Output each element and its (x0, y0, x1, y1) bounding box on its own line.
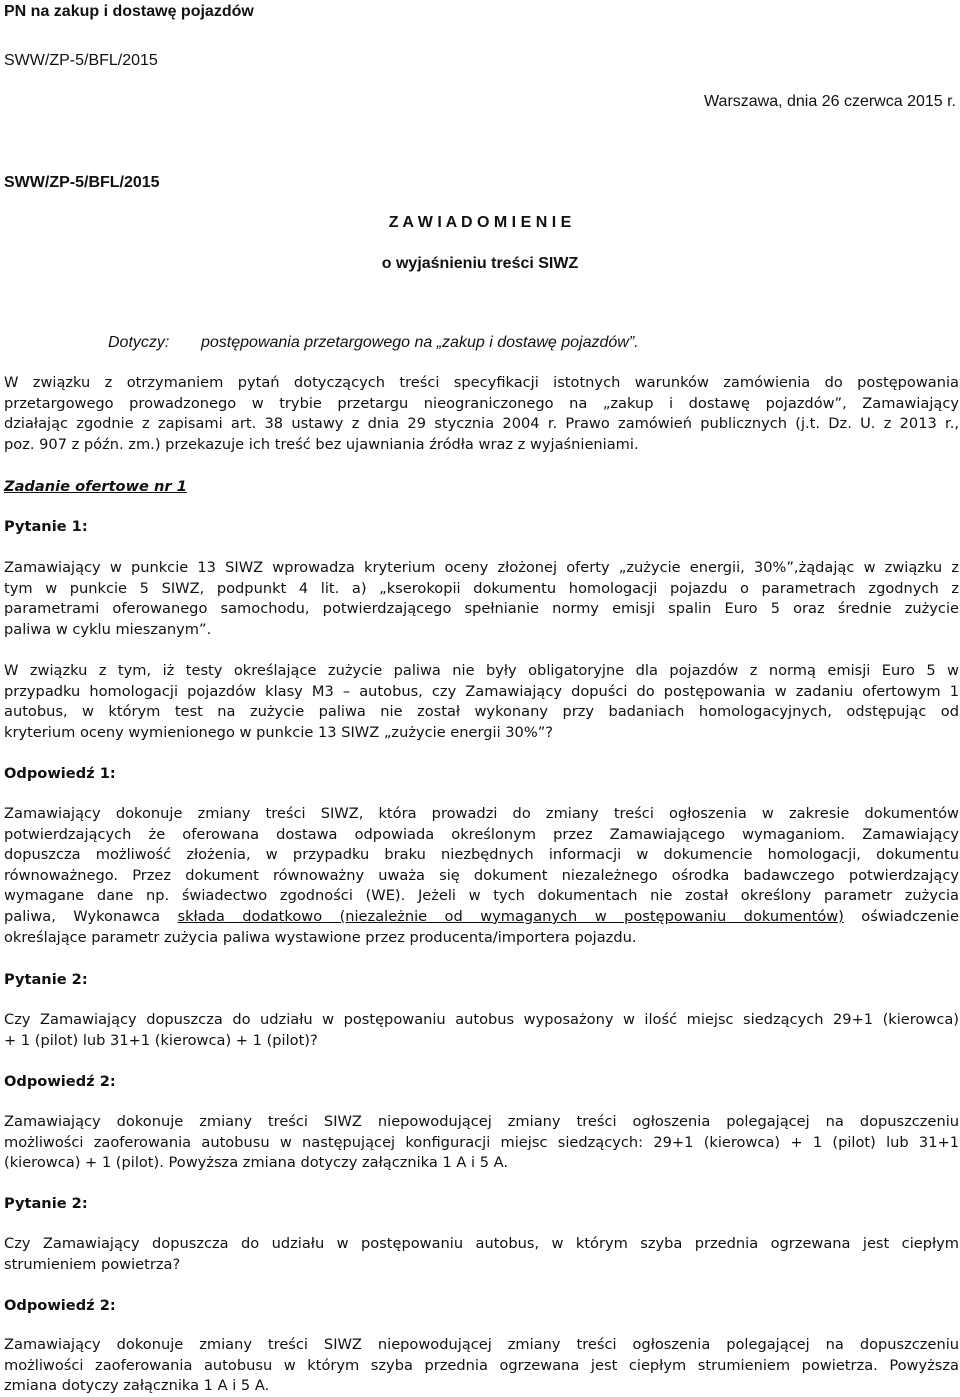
question-line: przypadku homologacji pojazdów klasy M3 – autobus, czy Zamawiający dopuści do postępowania w zadaniu ofertowym 1 (4, 682, 959, 700)
question-2-label: Pytanie 2: (4, 971, 88, 988)
section-title: Zadanie ofertowe nr 1 (4, 478, 187, 495)
question-line: Zamawiający w punkcie 13 SIWZ wprowadza kryterium oceny złożonej oferty „zużycie energii, 30%”,żądając w związku z (4, 559, 959, 576)
question-line: kryterium oceny wymienionego w punkcie 13 SIWZ „zużycie energii 30%”? (4, 723, 554, 741)
intro-line: poz. 907 z późn. zm.) przekazuje ich treść bez ujawniania źródła wraz z wyjaśnieniami. (4, 435, 639, 453)
question-line: W związku z tym, iż testy określające zużycie paliwa nie były obligatoryjne dla pojazdów z normą emisji Euro 5 w (4, 662, 959, 679)
intro-line: działając zgodnie z zapisami art. 38 ustawy z dnia 29 stycznia 2004 r. Prawo zamówień publicznych (j.t. Dz. U. z 2013 r., (4, 415, 959, 433)
answer-line: wymagane dane np. świadectwo zgodności (WE). Jeżeli w tych dokumentach nie został określony parametr zużycia (4, 887, 959, 905)
intro-line: W związku z otrzymaniem pytań dotyczących treści specyfikacji istotnych warunków zamówienia do postępowania (4, 374, 959, 391)
answer-line: dopuszcza możliwość złożenia, w przypadku braku niezbędnych informacji w dokumencie homologacji, dokumentu (4, 846, 959, 864)
concerns-label: Dotyczy: (108, 334, 170, 351)
question-line: Czy Zamawiający dopuszcza do udziału w postępowaniu autobus, w którym szyba przednia ogrzewana jest ciepłym (4, 1235, 959, 1252)
question-line: tym w punkcie 5 SIWZ, podpunkt 4 lit. a) „kserokopii dokumentu homologacji pojazdu o parametrach zgodnych z (4, 579, 959, 597)
question-line: parametrami oferowanego samochodu, potwierdzającego spełnianie normy emisji spalin Euro 5 oraz średnie zużycie (4, 600, 959, 618)
answer-line: określające parametr zużycia paliwa wystawione przez producenta/importera pojazdu. (4, 928, 637, 946)
question-1-paragraph-1 (4, 558, 959, 640)
document-title: PN na zakup i dostawę pojazdów (4, 3, 254, 20)
question-line: autobus, w którym test na zużycie paliwa nie został wykonany przy badaniach homologacyjnych, odstępując od (4, 703, 959, 721)
answer-3-label: Odpowiedź 2: (4, 1297, 116, 1314)
question-line: paliwa w cyklu mieszanym”. (4, 620, 212, 638)
intro-paragraph (4, 373, 959, 455)
reference-number: SWW/ZP-5/BFL/2015 (4, 52, 158, 69)
notice-reference: SWW/ZP-5/BFL/2015 (4, 174, 160, 191)
question-1-paragraph-2 (4, 661, 959, 743)
answer-text: paliwa, Wykonawca (4, 907, 178, 925)
notice-subheading: o wyjaśnieniu treści SIWZ (381, 255, 579, 272)
answer-3-paragraph (4, 1335, 959, 1397)
answer-line: Zamawiający dokonuje zmiany treści SIWZ, która prowadzi do zmiany treści ogłoszenia w zakresie dokumentów (4, 805, 959, 822)
question-1-label: Pytanie 1: (4, 518, 88, 535)
answer-line: możliwości zaoferowania autobusu w którym szyba przednia ogrzewana jest ciepłym strumieniem powietrza. Powyższa (4, 1356, 959, 1374)
question-line: Czy Zamawiający dopuszcza do udziału w postępowaniu autobus wyposażony w ilość miejsc siedzących 29+1 (kierowca) (4, 1011, 959, 1028)
notice-heading: Z A W I A D O M I E N I E (388, 214, 572, 231)
answer-text: oświadczenie (843, 907, 959, 925)
underlined-text: składa dodatkowo (niezależnie od wymaganych w postępowaniu dokumentów) (177, 907, 844, 925)
question-2-paragraph (4, 1010, 959, 1051)
question-3-paragraph (4, 1234, 959, 1275)
answer-line: Zamawiający dokonuje zmiany treści SIWZ niepowodującej zmiany treści ogłoszenia polegającej na dopuszczeniu (4, 1336, 959, 1353)
answer-1-paragraph (4, 804, 959, 948)
answer-line-with-underline (4, 907, 959, 928)
answer-line: możliwości zaoferowania autobusu w następującej konfiguracji miejsc siedzących: 29+1 (kierowca) + 1 (pilot) lub 31+1 (4, 1133, 959, 1151)
question-3-label: Pytanie 2: (4, 1195, 88, 1212)
answer-line: zmiana dotyczy załącznika 1 A i 5 A. (4, 1377, 270, 1395)
answer-line: (kierowca) + 1 (pilot). Powyższa zmiana dotyczy załącznika 1 A i 5 A. (4, 1154, 508, 1172)
concerns-value: postępowania przetargowego na „zakup i dostawę pojazdów”. (201, 334, 639, 351)
question-line: strumieniem powietrza? (4, 1255, 181, 1273)
answer-line: potwierdzających że oferowana dostawa odpowiada określonym przez Zamawiającego wymaganiom. Zamawiający (4, 825, 959, 843)
answer-2-label: Odpowiedź 2: (4, 1073, 116, 1090)
intro-line: przetargowego prowadzonego w trybie przetargu nieograniczonego na „zakup i dostawę pojazdów”, Zamawiający (4, 394, 959, 412)
answer-line: równoważnego. Przez dokument równoważny uważa się dokument niezależnego ośrodka badawczego potwierdzający (4, 866, 959, 884)
question-line: + 1 (pilot) lub 31+1 (kierowca) + 1 (pilot)? (4, 1031, 318, 1049)
answer-1-label: Odpowiedź 1: (4, 765, 116, 782)
answer-2-paragraph (4, 1112, 959, 1174)
place-and-date: Warszawa, dnia 26 czerwca 2015 r. (704, 93, 956, 110)
answer-line: Zamawiający dokonuje zmiany treści SIWZ niepowodującej zmiany treści ogłoszenia polegającej na dopuszczeniu (4, 1113, 959, 1130)
